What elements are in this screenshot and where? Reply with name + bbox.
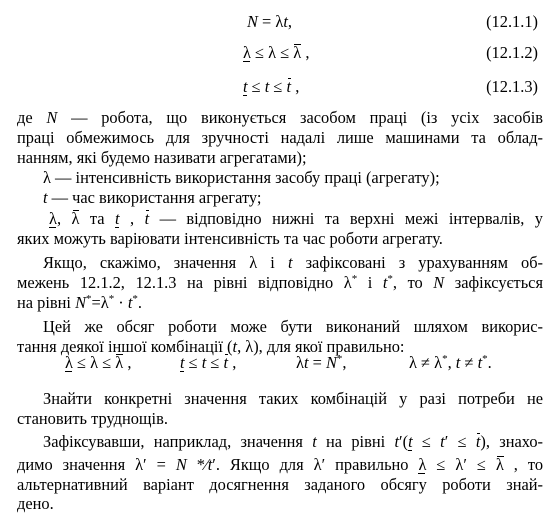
equation-12-1-1 — [0, 12, 553, 36]
paragraph-line: дено. — [17, 494, 54, 513]
conditions-row — [0, 353, 553, 375]
paragraph-line: Зафіксувавши, наприклад, значення t на рівні t′(t ≤ t′ ≤ t), знахо- — [43, 432, 543, 451]
paragraph-line: становить труднощів. — [17, 409, 168, 428]
definition-lambda: λ — інтенсивність використання засобу праці (агрегату); — [43, 168, 440, 187]
paragraph-line: тання деякої іншої комбінації (t, λ), для якої правильно: — [17, 337, 405, 356]
paragraph-line: Якщо, скажімо, значення λ і t зафіксовані з урахуванням об- — [43, 253, 543, 272]
equation-formula: t ≤ t ≤ t , — [243, 77, 300, 96]
condition-lambda-bounds: λ ≤ λ ≤ λ , — [65, 353, 132, 372]
condition-inequality: λ ≠ λ*, t ≠ t*. — [409, 353, 492, 372]
paragraph-line: яких можуть варіювати інтенсивність та час роботи агрегату. — [17, 229, 443, 248]
paragraph-line: Цей же обсяг роботи може бути виконаний шляхом викорис- — [43, 317, 543, 336]
equation-number: (12.1.2) — [486, 43, 538, 62]
definition-bounds: λ, λ та t , t — відповідно нижні та верхні межі інтервалів, у — [49, 209, 543, 228]
paragraph-line: димо значення λ′ = N *⁄t′. Якщо для λ′ правильно λ ≤ λ′ ≤ λ , то — [17, 455, 544, 474]
paragraph-line: альтернативний варіант досягнення заданого обсягу роботи знай- — [17, 475, 543, 494]
equation-number: (12.1.3) — [486, 77, 538, 96]
paragraph-line: нанням, які будемо називати агрегатами); — [17, 148, 307, 167]
equation-12-1-2 — [0, 43, 553, 67]
paragraph-line: на рівні N*=λ* · t*. — [17, 293, 143, 312]
condition-product: λt = N*, — [296, 353, 347, 372]
paragraph-line: праці обмежимось для зручності надалі лише машинами та облад- — [17, 128, 543, 147]
paragraph-line: межень 12.1.2, 12.1.3 на рівні відповідно λ* і t*, то N зафіксується — [17, 273, 543, 292]
equation-number: (12.1.1) — [486, 12, 538, 31]
condition-t-bounds: t ≤ t ≤ t , — [180, 353, 237, 372]
paragraph-line: де N — робота, що виконується засобом праці (із усіх засобів — [17, 108, 543, 127]
definition-t: t — час використання агрегату; — [43, 188, 262, 207]
equation-12-1-3 — [0, 77, 553, 101]
equation-formula: λ ≤ λ ≤ λ , — [243, 43, 310, 62]
paragraph-line: Знайти конкретні значення таких комбінацій у разі потреби не — [43, 389, 543, 408]
equation-formula: N = λt, — [247, 12, 292, 31]
